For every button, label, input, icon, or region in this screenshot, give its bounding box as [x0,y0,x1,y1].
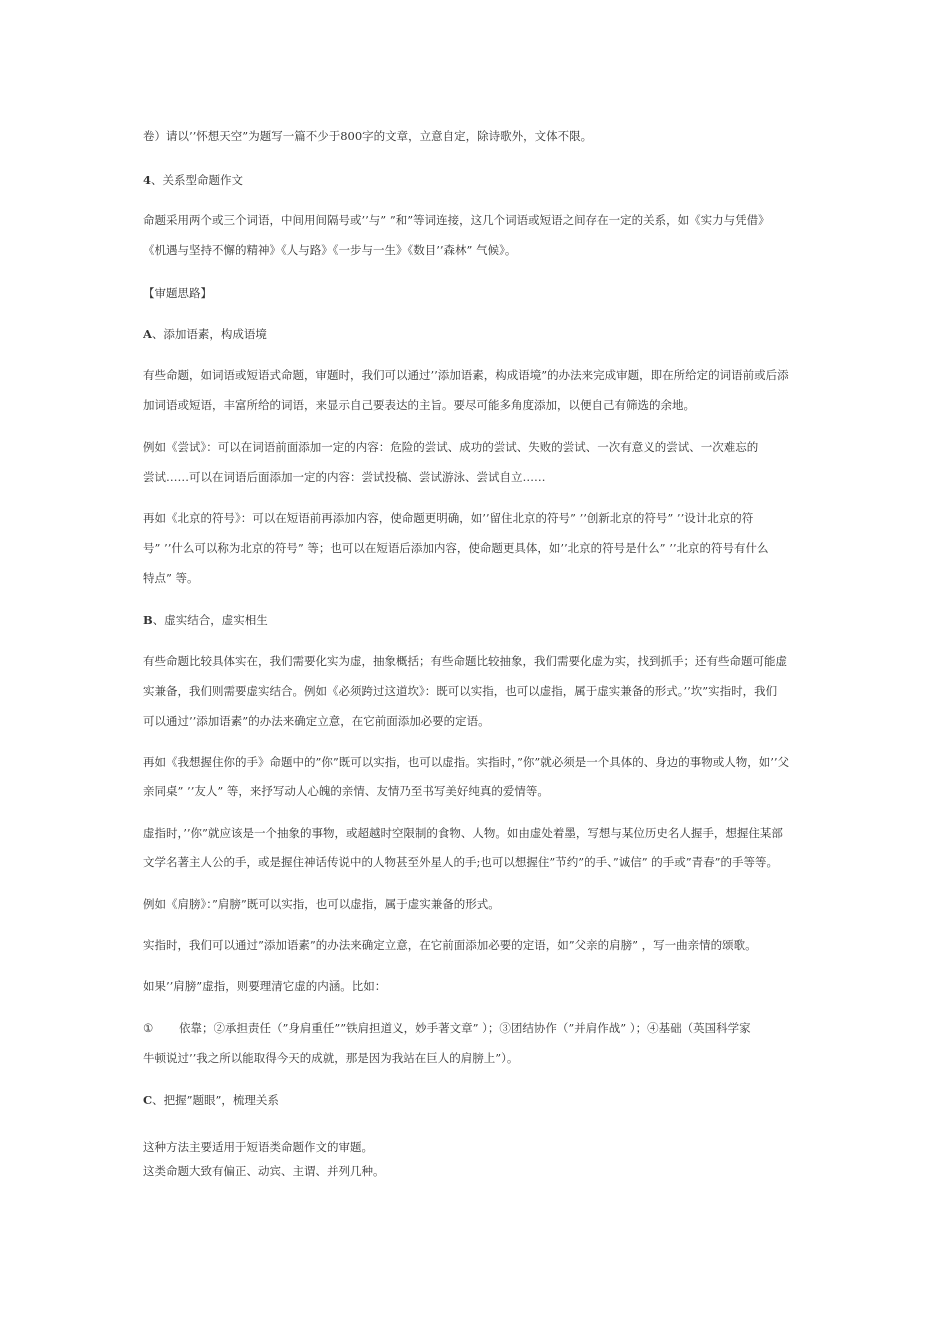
paragraph-line: 特点” 等。 [143,571,199,585]
paragraph-line: 《机遇与坚持不懈的精神》《人与路》《一步与一生》《数目’’森林” 气候》。 [143,243,517,257]
paragraph-line: 如果’’肩膀”虚指，则要理清它虚的内涵。比如： [143,979,387,993]
paragraph-line: 可以通过’’添加语素”的办法来确定立意，在它前面添加必要的定语。 [143,714,490,728]
paragraph-line: 例如《肩膀》：”肩膀”既可以实指，也可以虚指，属于虚实兼备的形式。 [143,897,500,911]
paragraph-line: 虚指时，’’你”就应该是一个抽象的事物，或超越时空限制的食物、人物。如由虚处着墨，写想与某位历史名人握手，想握住某部 [143,826,783,840]
paragraph-line: 有些命题比较具体实在，我们需要化实为虚，抽象概括；有些命题比较抽象，我们需要化虚为实，找到抓手；还有些命题可能虚 [143,654,787,668]
paragraph-line: 例如《尝试》：可以在词语前面添加一定的内容：危险的尝试、成功的尝试、失败的尝试、一次有意义的尝试、一次难忘的 [143,440,759,454]
paragraph-line: 卷）请以’’怀想天空”为题写一篇不少于800字的文章，立意自定，除诗歌外，文体不限。 [143,129,593,143]
paragraph-line: 再如《北京的符号》：可以在短语前再添加内容，使命题更明确，如’’留住北京的符号” ’’创新北京的符号” ’’设计北京的符 [143,511,754,525]
section-heading-4: 4、关系型命题作文 [143,173,244,187]
paragraph-line: 牛顿说过’’我之所以能取得今天的成就，那是因为我站在巨人的肩膀上”）。 [143,1051,519,1065]
paragraph-line: 有些命题，如词语或短语式命题，审题时，我们可以通过’’添加语素，构成语境”的办法来完成审题，即在所给定的词语前或后添 [143,368,789,382]
subheading-review-ideas: 【审题思路】 [143,286,212,300]
numbered-list-line: ① 依靠；②承担责任（”身肩重任””铁肩担道义，妙手著文章” ）；③团结协作（”并肩作战” ）；④基础（英国科学家 [143,1021,751,1035]
section-heading-b: B、虚实结合，虚实相生 [143,613,268,627]
paragraph-line: 再如《我想握住你的手》命题中的”你”既可以实指，也可以虚指。实指时，”你”就必须是一个具体的、身边的事物或人物，如’’父 [143,755,790,769]
paragraph-line: 实指时，我们可以通过”添加语素”的办法来确定立意，在它前面添加必要的定语，如”父亲的肩膀” ，写一曲亲情的颂歌。 [143,938,757,952]
paragraph-line: 文学名著主人公的手，或是握住神话传说中的人物甚至外星人的手;也可以想握住”节约”的手、”诚信” 的手或”青春”的手等等。 [143,855,779,869]
section-heading-a: A、添加语素，构成语境 [143,327,267,341]
paragraph-line: 这种方法主要适用于短语类命题作文的审题。 [143,1140,373,1154]
paragraph-line: 号” ’’什么可以称为北京的符号” 等；也可以在短语后添加内容，使命题更具体，如’’北京的符号是什么” ’’北京的符号有什么 [143,541,769,555]
section-heading-c: C、把握”题眼”，梳理关系 [143,1093,279,1107]
paragraph-line: 这类命题大致有偏正、动宾、主谓、并列几种。 [143,1164,385,1178]
paragraph-line: 亲同桌” ’’友人” 等，来抒写动人心魄的亲情、友情乃至书写美好纯真的爱情等。 [143,784,549,798]
paragraph-line: 实兼备，我们则需要虚实结合。例如《必须跨过这道坎》：既可以实指，也可以虚指，属于虚实兼备的形式。’’坎”实指时，我们 [143,684,778,698]
paragraph-line: 命题采用两个或三个词语，中间用间隔号或’’与” ”和”等词连接，这几个词语或短语之间存在一定的关系，如《实力与凭借》 [143,213,770,227]
paragraph-line: 加词语或短语，丰富所给的词语，来显示自己要表达的主旨。要尽可能多角度添加，以便自己有筛选的余地。 [143,398,695,412]
paragraph-line: 尝试……可以在词语后面添加一定的内容：尝试投稿、尝试游泳、尝试自立…… [143,470,546,484]
